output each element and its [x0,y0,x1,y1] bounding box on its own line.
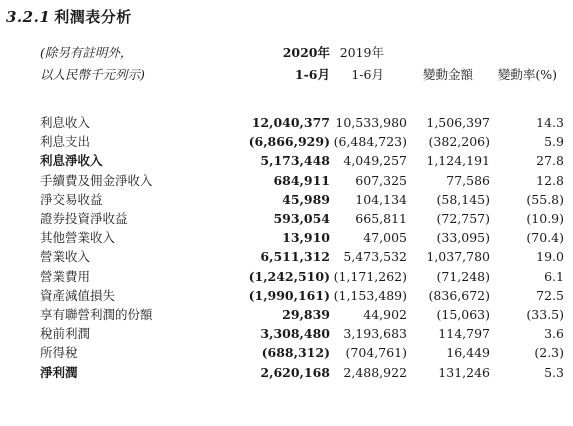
change-rate: 3.6 [544,326,564,342]
table-row [40,363,564,382]
value-2020: (1,242,510) [248,268,330,284]
table-row [40,132,564,151]
col-2019-year: 2019年 [339,45,384,60]
table-row [40,228,564,247]
col-2019-period: 1-6月 [351,67,384,82]
value-2020: 6,511,312 [260,249,330,265]
value-2019: 10,533,980 [335,115,407,130]
table-row [40,209,564,228]
table-row [40,171,564,190]
change-amount: (836,672) [428,287,490,303]
change-amount: (72,757) [436,211,490,227]
table-row [40,151,564,170]
value-2020: 45,989 [282,191,330,207]
unit-note-line1: (除另有註明外， [40,45,133,60]
change-amount: 1,124,191 [426,153,490,169]
value-2019: 4,049,257 [343,153,407,169]
change-rate: 6.1 [544,268,564,284]
col-change-rate: 變動率(%) [497,67,557,82]
row-label: 利息支出 [40,134,91,150]
value-2019: (1,153,489) [333,287,407,303]
value-2019: 665,811 [355,211,407,227]
row-label: 手續費及佣金淨收入 [40,172,153,188]
value-2020: 684,911 [273,172,330,188]
value-2020: 12,040,377 [251,115,330,130]
value-2020: 5,173,448 [260,153,330,169]
row-label: 淨交易收益 [40,191,103,207]
value-2019: (704,761) [345,345,407,361]
table-row [40,113,564,132]
section-number: 3.2.1 [6,8,51,26]
row-label: 淨利潤 [40,364,78,380]
change-rate: 72.5 [536,287,564,303]
change-rate: 27.8 [536,153,564,169]
change-amount: (382,206) [428,134,490,150]
row-label: 資產減值損失 [40,287,116,303]
table-row [40,190,564,209]
change-amount: 1,037,780 [426,249,490,265]
change-amount: (15,063) [436,307,490,323]
change-amount: 114,797 [438,326,490,342]
value-2019: 3,193,683 [343,326,407,342]
value-2020: 29,839 [282,307,330,323]
row-label: 稅前利潤 [40,326,91,342]
value-2020: 2,620,168 [260,364,330,380]
section-title: 利潤表分析 [54,8,132,26]
change-amount: 16,449 [446,345,490,361]
row-label: 營業費用 [40,268,91,284]
col-change-amount: 變動金額 [422,67,473,82]
value-2019: 47,005 [363,230,407,246]
value-2019: (1,171,262) [333,268,407,284]
change-rate: (10.9) [526,211,564,227]
change-amount: 77,586 [446,172,490,188]
value-2020: (6,866,929) [248,134,330,150]
value-2020: 3,308,480 [260,326,330,342]
table-row [40,267,564,286]
change-rate: 5.9 [544,134,564,150]
value-2019: 2,488,922 [343,364,407,380]
value-2019: 44,902 [363,307,407,323]
change-amount: 1,506,397 [426,115,490,130]
row-label: 享有聯營利潤的份額 [40,307,153,323]
change-rate: 19.0 [536,249,564,265]
change-rate: (2.3) [534,345,564,361]
change-rate: 5.3 [544,364,564,380]
value-2020: (688,312) [261,345,330,361]
change-rate: 14.3 [536,115,564,130]
table-row [40,286,564,305]
table-row [40,343,564,362]
col-2020-year: 2020年 [282,45,330,60]
table-row [40,324,564,343]
change-amount: (33,095) [436,230,490,246]
change-rate: (70.4) [526,230,564,246]
unit-note-line2: 以人民幣千元列示) [40,67,145,82]
row-label: 證券投資淨收益 [40,211,128,227]
change-rate: 12.8 [536,172,564,188]
row-label: 利息收入 [40,115,91,130]
change-rate: (55.8) [526,191,564,207]
change-amount: (71,248) [436,268,490,284]
row-label: 其他營業收入 [40,230,116,246]
value-2020: 593,054 [273,211,330,227]
table-row [40,247,564,266]
row-label: 營業收入 [40,249,91,265]
change-amount: 131,246 [438,364,490,380]
change-rate: (33.5) [526,307,564,323]
table-row [40,305,564,324]
value-2019: (6,484,723) [333,134,407,150]
section-heading [6,6,132,27]
value-2019: 104,134 [355,191,407,207]
value-2019: 5,473,532 [343,249,407,265]
change-amount: (58,145) [436,191,490,207]
col-2020-period: 1-6月 [294,67,330,82]
value-2020: 13,910 [282,230,330,246]
income-statement-table [40,113,564,382]
value-2019: 607,325 [355,172,407,188]
row-label: 利息淨收入 [40,153,103,169]
value-2020: (1,990,161) [248,287,330,303]
row-label: 所得稅 [40,345,78,361]
